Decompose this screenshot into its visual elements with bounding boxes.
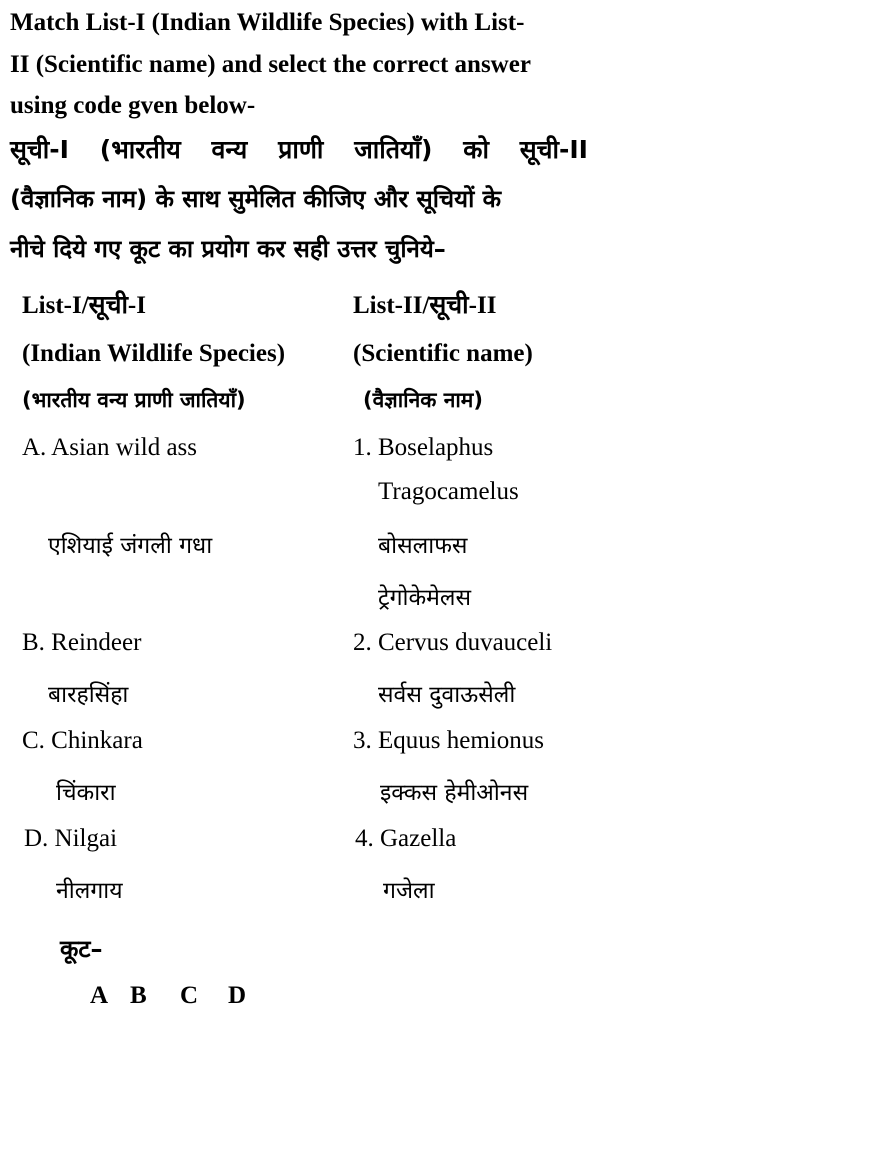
list2-item-3-hindi: इक्कस हेमीओनस [380,780,529,806]
list1-item-c-hindi: चिंकारा [56,780,116,806]
list2-item-2: 2. Cervus duvauceli [353,629,553,656]
list1-item-c: C. Chinkara [22,727,143,754]
code-label: कूट– [60,935,103,963]
list1-item-b-hindi: बारहसिंहा [48,682,129,708]
list2-item-1-hindi-line-1: बोसलाफस [378,533,468,559]
list2-item-1-hindi-line-2: ट्रेगोकेमेलस [378,585,472,611]
question-en-line-3: using code gven below- [10,92,256,119]
question-en-line-1: Match List-I (Indian Wildlife Species) with List- [10,9,525,36]
list1-item-d: D. Nilgai [24,825,118,852]
list2-subheading-en: (Scientific name) [353,340,533,367]
code-column-b: B [130,982,147,1009]
question-en-line-2: II (Scientific name) and select the correct answer [10,51,531,78]
code-column-headers [90,982,246,1010]
list2-subheading-hi: (वैज्ञानिक नाम) [363,388,483,412]
list1-subheading-hi: (भारतीय वन्य प्राणी जातियाँ) [22,388,246,412]
list1-heading: List-I/सूची-I [22,292,146,319]
list1-item-b: B. Reindeer [22,629,142,656]
list2-item-4-hindi: गजेला [383,878,435,904]
list2-item-1-line-2: Tragocamelus [378,478,519,505]
list1-subheading-en: (Indian Wildlife Species) [22,340,286,367]
code-column-c: C [180,982,199,1009]
list2-heading: List-II/सूची-II [353,292,497,319]
code-column-a: A [90,982,109,1009]
list2-item-4: 4. Gazella [355,825,457,852]
question-hi-line-2: (वैज्ञानिक नाम) के साथ सुमेलित कीजिए और सूचियों के [10,185,502,213]
list1-item-a-hindi: एशियाई जंगली गधा [48,533,213,559]
question-hi-line-3: नीचे दिये गए कूट का प्रयोग कर सही उत्तर चुनिये– [10,235,446,263]
list2-item-1-line-1: Boselaphus [378,434,494,461]
question-hi-line-1: सूची-I (भारतीय वन्य प्राणी जातियाँ) को सूची-II [10,135,588,164]
list2-item-3: 3. Equus hemionus [353,727,544,754]
list2-item-1-number: 1. [353,434,372,461]
list1-item-a: A. Asian wild ass [22,434,197,461]
list1-item-d-hindi: नीलगाय [56,878,123,904]
code-column-d: D [228,982,247,1009]
list2-item-2-hindi: सर्वस दुवाऊसेली [378,682,516,708]
